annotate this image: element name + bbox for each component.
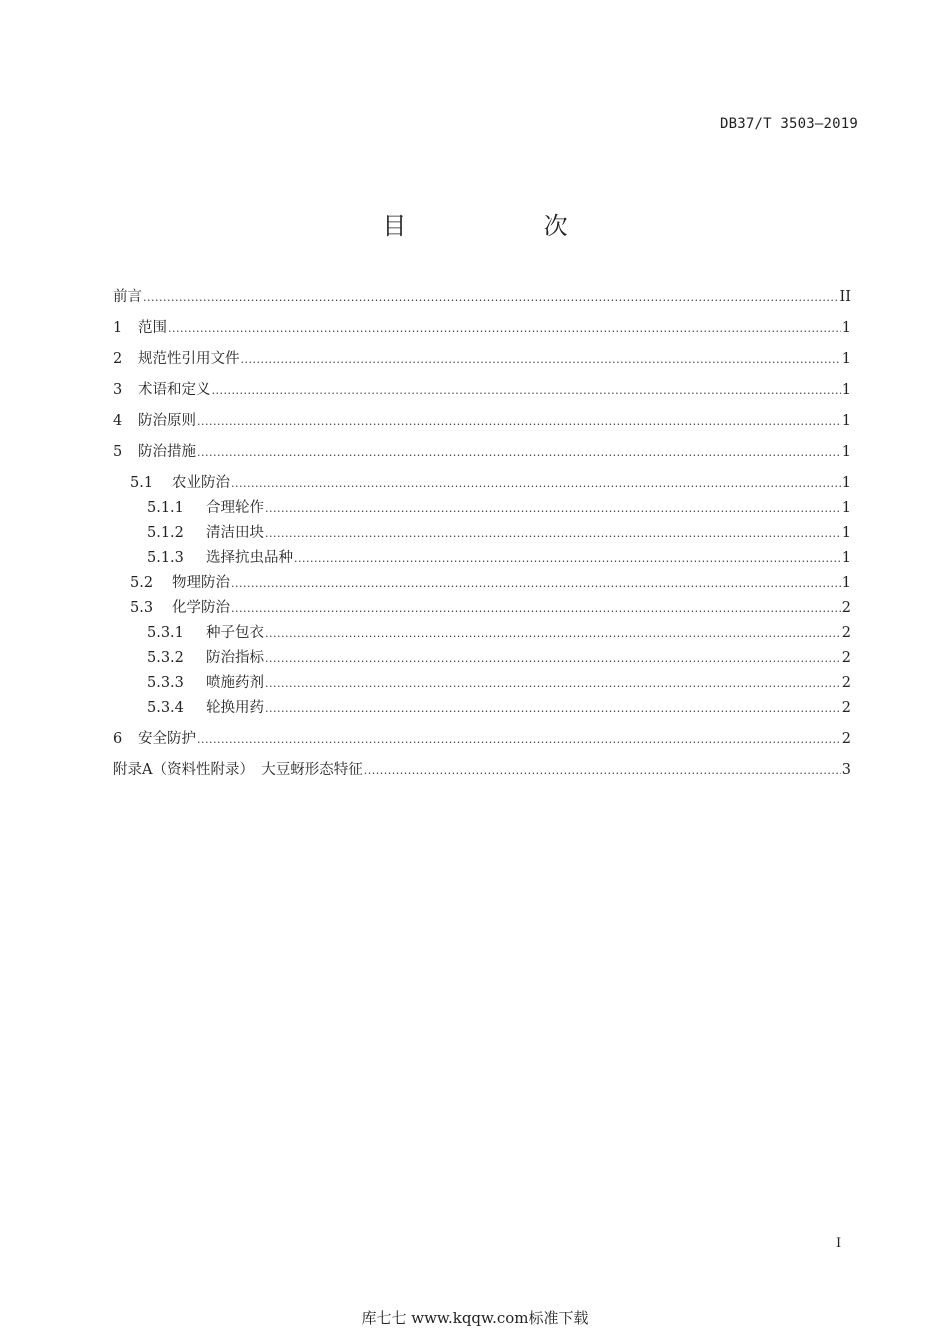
toc-leader <box>168 318 841 340</box>
toc-label: 防治原则 <box>138 413 196 429</box>
toc-entry[interactable] <box>147 647 851 669</box>
toc-page: II <box>839 289 851 305</box>
toc-entry[interactable] <box>113 348 851 370</box>
toc-leader <box>265 498 841 520</box>
toc-page: 2 <box>841 600 851 616</box>
toc-leader <box>265 523 841 545</box>
toc-number: 5.1 <box>130 475 154 491</box>
toc-leader <box>143 287 839 309</box>
toc-leader <box>197 442 841 464</box>
toc-number: 5.2 <box>130 575 154 591</box>
toc-entry[interactable] <box>113 379 851 401</box>
toc-label: 农业防治 <box>172 475 230 491</box>
toc-number: 3 <box>113 382 123 398</box>
toc-number: 4 <box>113 413 123 429</box>
toc-label: 化学防治 <box>172 600 230 616</box>
toc-page: 1 <box>841 444 851 460</box>
toc-page: 1 <box>841 575 851 591</box>
toc-entry[interactable] <box>147 522 851 544</box>
toc-page: 1 <box>841 550 851 566</box>
title-char-2: 次 <box>543 212 568 240</box>
toc-page: 1 <box>841 320 851 336</box>
toc-entry[interactable] <box>147 622 851 644</box>
toc-entry[interactable] <box>147 497 851 519</box>
toc-entry-foreword[interactable] <box>113 286 851 308</box>
toc-leader <box>197 411 841 433</box>
toc-leader <box>231 473 841 495</box>
toc-label: 合理轮作 <box>206 500 264 516</box>
toc-number: 6 <box>113 731 123 747</box>
toc-leader <box>265 698 841 720</box>
toc-page: 1 <box>841 500 851 516</box>
toc-number: 5.3.2 <box>147 650 184 666</box>
toc-leader <box>212 380 841 402</box>
toc-label: 前言 <box>113 289 142 305</box>
toc-number: 5 <box>113 444 123 460</box>
toc-entry[interactable] <box>113 317 851 339</box>
toc-number: 5.3.1 <box>147 625 184 641</box>
page-title <box>0 206 950 241</box>
toc-label: 物理防治 <box>172 575 230 591</box>
toc-label: 规范性引用文件 <box>138 351 240 367</box>
toc-entry[interactable] <box>130 472 851 494</box>
toc-label: 范围 <box>138 320 167 336</box>
toc-page: 3 <box>841 762 851 778</box>
toc-leader <box>231 598 841 620</box>
toc-leader <box>197 729 841 751</box>
toc-entry[interactable] <box>113 410 851 432</box>
toc-leader <box>265 623 841 645</box>
toc-page: 1 <box>841 525 851 541</box>
toc-label: 防治指标 <box>206 650 264 666</box>
toc-entry[interactable] <box>147 547 851 569</box>
toc-entry-appendix[interactable] <box>113 759 851 781</box>
toc-number: 1 <box>113 320 123 336</box>
toc-label: 喷施药剂 <box>206 675 264 691</box>
toc-entry[interactable] <box>130 597 851 619</box>
toc-entry[interactable] <box>147 672 851 694</box>
toc-number: 2 <box>113 351 123 367</box>
toc-number: 5.3.3 <box>147 675 184 691</box>
toc-leader <box>294 548 841 570</box>
toc-page: 2 <box>841 650 851 666</box>
toc-entry[interactable] <box>113 728 851 750</box>
toc-label: 种子包衣 <box>206 625 264 641</box>
toc-leader <box>231 573 841 595</box>
toc-label: 术语和定义 <box>138 382 211 398</box>
title-char-1: 目 <box>382 212 407 240</box>
toc-label: 选择抗虫品种 <box>206 550 293 566</box>
toc-page: 1 <box>841 351 851 367</box>
toc-number: 5.3.4 <box>147 700 184 716</box>
toc-entry[interactable] <box>147 697 851 719</box>
toc-entry[interactable] <box>113 441 851 463</box>
toc-page: 2 <box>841 625 851 641</box>
toc-page: 1 <box>841 475 851 491</box>
toc-leader <box>241 349 841 371</box>
toc-leader <box>265 673 841 695</box>
toc-page: 2 <box>841 675 851 691</box>
toc-entry[interactable] <box>130 572 851 594</box>
toc-label: 附录A（资料性附录） 大豆蚜形态特征 <box>113 762 363 778</box>
toc-page: 1 <box>841 382 851 398</box>
toc-leader <box>265 648 841 670</box>
toc-label: 清洁田块 <box>206 525 264 541</box>
toc-number: 5.3 <box>130 600 154 616</box>
toc-page: 2 <box>841 731 851 747</box>
toc-page: 2 <box>841 700 851 716</box>
toc-number: 5.1.1 <box>147 500 184 516</box>
toc-label: 轮换用药 <box>206 700 264 716</box>
document-code: DB37/T 3503—2019 <box>719 116 858 132</box>
toc-page: 1 <box>841 413 851 429</box>
footer-watermark: 库七七 www.kqqw.com标准下载 <box>361 1309 589 1327</box>
toc-label: 安全防护 <box>138 731 196 747</box>
toc-label: 防治措施 <box>138 444 196 460</box>
toc-number: 5.1.3 <box>147 550 184 566</box>
toc-number: 5.1.2 <box>147 525 184 541</box>
page-number: I <box>836 1236 842 1251</box>
toc-leader <box>364 760 841 782</box>
